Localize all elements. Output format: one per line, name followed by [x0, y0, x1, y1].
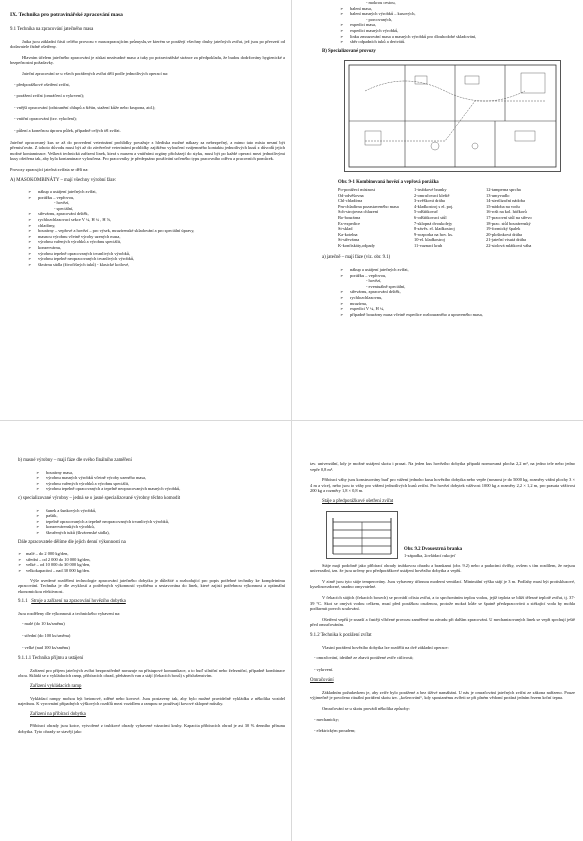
list-item: - předporážkové ošetření zvířat,: [14, 81, 70, 87]
legend-entry: St-sklad: [338, 226, 353, 232]
list-item: ➢ šunek a šunkových výrobků,: [18, 508, 285, 514]
specializovane-vyrobny-list: [18, 508, 285, 536]
legend-entry: Od-odvěšovna: [338, 192, 364, 198]
list-item: - eventuálně speciální,: [366, 283, 406, 289]
figure-9-2: [326, 511, 575, 559]
list-item: ➢ výrobnu vařených výrobků a výrobnu speciálit,: [10, 239, 285, 245]
gate-drawing-image: [326, 511, 398, 559]
list-item: ➢ balení masa,: [322, 6, 575, 12]
legend-entry: St-střevárna: [338, 237, 360, 243]
paragraph: Výše uvedené rozdělení technologie zpracování jatečného dobytka je důležité a rozhodující pro popis potřebné techniky ke kompletnímu zpracování. Technika je dle zvyklostí a potřebných výkonností vyráběna a sestavována do linek, které zajistí potřebnou výkonnost a optimální ekonomickou efektivnost.: [18, 577, 285, 594]
figure-caption: Obr. 9.2 Dvouextrná branka: [404, 547, 463, 553]
paragraph: tzv. univerzální, kdy je možné ustájení skotu i prasat. Na jeden kus hovězího dobytka připadá normovaná plocha 2,2 m², na jedno tele nebo jedno vepře 0,8 m².: [310, 461, 575, 472]
legend-entry: Ex-expedice: [338, 220, 360, 226]
list-item: ➢ nákup a ustájení jatečných zvířat,: [322, 267, 575, 273]
document-page-4: [292, 421, 583, 841]
document-page-2: [292, 0, 583, 420]
section-number: 9.1.1: [18, 599, 28, 605]
list-item: ➢ případně bourárny masa včetně expedice rozbouraného a upraveného masa,: [322, 312, 575, 318]
list-item: ➢ výrobnu tepelně opracovaných trvanlivých výrobků,: [10, 251, 285, 257]
paragraph: Hlavním účelem jatečného zpracování je získat nezávadné maso a tuky po potravinářské stránce za předpokladu, že budou dodržovány hygienické a bezpečnostní požadavky.: [10, 54, 285, 66]
list-item: ➢ tepelně opracovaných a tepelně neopracovaných trvanlivých výrobků,: [18, 519, 285, 525]
legend-entry: Bo-bourárna: [338, 214, 361, 220]
list-item: - vnitřní opracování (tzv. vykolení);: [14, 116, 77, 122]
paragraph: Příbírací ohrady jsou kotce, vytvořené z trubkové ohrady vybavené vázacími kruhy. Kapacita příbíracích ohrad je asi 30 % denního přísunu dobytka. Tyto ohrady se stavějí jako: [18, 723, 285, 734]
legend-entry: 7-sklopná dvoukolejy: [414, 220, 453, 226]
legend-entry: 9-rozporka na hov. ks.: [414, 231, 454, 237]
list-item: - vnější opracování (odstranění chlupů a štětin, stažení kůže nebo krupona, atd.);: [14, 104, 156, 110]
legend-entry: 4-kladkostroj s el. poj.: [414, 203, 454, 209]
list-item: ➢ výrobnu vařených výrobků a výrobnu speciálit,: [18, 481, 285, 487]
list-item: ➢ paštik,: [18, 513, 285, 519]
section-heading-9-1-1: Stroje a zařízení na zpracování hovězího dobytka: [31, 599, 126, 605]
list-item: ➢ porážku – vepřovou,: [322, 273, 575, 279]
legend-entry: 22-stolová mlátková váha: [486, 242, 532, 248]
document-page-3: [0, 421, 291, 841]
list-item: ➢ konzervárenských výrobků,: [18, 524, 285, 530]
figure-legend: [338, 187, 575, 249]
legend-entry: Ka-kotelna: [338, 231, 358, 237]
paragraph: Jatečné opracovaný kus se až do provedení veterinární prohlídky považuje z hlediska možné nákazy za nebezpečný, a mimo tato místa nesmí být přemisťován. Z tohoto důvodu musí být až do závěrečné veterinární prohlídky zajištěno vyloučení vzájemného kontaktu jednotlivých kusů z důvodů jejich možné kontaminace. Veškerá technická zařízení linek, která s masem a vnitřními orgány přicházejí do styku, musí být po každé operaci mezi jednotlivými kusy ošetřena tak, aby byla kontaminace vyloučena. Pro pracovníky je předepsáno používání určeného typu pracovního oděvu a pracovních pomůcek.: [10, 139, 285, 162]
list-item: ➢ rychlozchlazovací sekce V ¼, H ¼ , H ⅛,: [10, 217, 285, 223]
list-item: ➢ velkokapacitní – nad 30 000 kg/den.: [18, 568, 285, 574]
legend-entry: Pm-chladírna pozastaveného masa: [338, 203, 399, 209]
list-item: ➢ rychlozchlazovnu,: [322, 295, 575, 301]
legend-entry: 1-trubkové branky: [414, 186, 447, 192]
legend-entry: 11-vaznací kruh: [414, 242, 443, 248]
list-item: ➢ škvařených tuků (škvárenské sádla),: [18, 530, 285, 536]
legend-entry: 19-formický špalek: [486, 226, 521, 232]
slaughter-operations-list: [310, 655, 575, 672]
list-item: ➢ sběr odpadních tuků a derivátů.: [322, 39, 575, 45]
list-item: ➢ malé – do 2 000 kg/den,: [18, 551, 285, 557]
legend-entry: 2-omračovací kleště: [414, 192, 450, 198]
subsection-heading-a: A) MASOKOMBINÁTY – mají všechny výrobní fáze:: [10, 177, 117, 183]
list-item: ➢ expedici masa,: [322, 22, 575, 28]
paragraph: V zimě jsou tyto stáje temperovány. Jsou vybaveny účinnou moderní ventilací. Minimální výška stájí je 3 m. Podlahy musí být protiskluzové, kyselinovzdorné, snadno omyvatelné.: [310, 578, 575, 590]
list-item: ➢ mrazírnu,: [322, 301, 575, 307]
list-item: ➢ výrobnu tepelně neopracovaných trvanlivých výrobků,: [10, 256, 285, 262]
section-heading-9-1-2: 9.1.2 Technika k porážení zvířat: [310, 632, 372, 638]
staje-heading: Stáje a předporážkové ošetření zvířat: [322, 498, 394, 504]
legend-entry: 6-odštítkovací stůl: [414, 214, 447, 220]
paragraph: Příbírací váhy jsou konstruovány buď pro vážení jednoho kusu hovězího dobytka nebo vepře (nosnost je do 5000 kg, rozměry vážní plochy 3 × 4 m a více), nebo jsou to váhy pro vážení jednotlivých kusů zvířat. Pro hovězí dobytek váživost 1000 kg a rozměry 2,2 × 1,2 m, pro prasata váživost 200 kg a rozměry 1,8 × 0,8 m.: [310, 477, 575, 494]
list-item: ➢ porážku – vepřovou,: [10, 195, 285, 201]
paragraph: Jateční zpracování se u všech porážených zvířat dělí podle jednotlivých operací na:: [22, 70, 169, 76]
subsection-heading-b3: b) masné výrobny – mají fáze dle svého finálního zaměření: [18, 458, 132, 463]
stunning-methods-list: [310, 717, 575, 734]
ramp-heading: Zařízení vykládacích ramp: [30, 684, 82, 690]
list-item: - hovězí,: [366, 278, 382, 284]
list-item: ➢ balení masných výrobků – kusových,: [322, 11, 575, 17]
subsection-heading-a2: a) jatečně – mají fáze (viz. obr. 9.1): [322, 255, 391, 261]
legend-entry: 15-nádoba na vodu: [486, 203, 520, 209]
list-item: - elektrickým proudem;: [314, 728, 356, 734]
legend-entry: 10-el. kladkostroj: [414, 237, 445, 243]
list-item: ➢ nákup a ustájení jatečných zvířat,: [10, 189, 285, 195]
section-heading-9-1-1-1: 9.1.1.1 Technika příjmu a ustájení: [18, 656, 84, 662]
list-item: - střední (do 100 ks/směnu): [22, 633, 71, 639]
list-item: - omračování, ideálně ze zbavit porážené zvíře citlivosti;: [314, 655, 414, 661]
capacity-heading: Dále zpracovatele dělíme dle jejich denní výkonnosti na: [18, 539, 126, 545]
list-item: - půlení a konečnou úpravu půlek, případně celých těl zvířat.: [14, 127, 121, 133]
legend-entry: Sch-strojovna chlazení: [338, 209, 379, 215]
list-item: ➢ střevárnu, zpracování drštěk,: [10, 211, 285, 217]
paragraph: Ošetření vepřů je snazší a častěji vlhčené provozu zaměřené na závadu při dalším zpracování. U mechanizovaných linek se vepři sprchují ještě před omračováním.: [310, 616, 575, 628]
operations-list: [10, 82, 285, 134]
list-item: ➢ konzervárnu,: [10, 245, 285, 251]
paragraph: Omračování se u skotu provádí několika způsoby:: [322, 706, 411, 712]
list-item: - porážení zvířat (omráčení a vykrvení);: [14, 93, 85, 99]
list-item: ➢ bourárny – vepřové a hovězí – pro výsek, mrazírenské skladování a pro speciální úpravy,: [10, 228, 285, 234]
legend-entry: 5-odštítkovač: [414, 209, 438, 215]
subsection-heading-b: B) Specializované provozy: [322, 48, 376, 54]
capacity-list: [18, 551, 285, 573]
list-item: ➢ expedici V ¼, H ¼,: [322, 306, 575, 312]
list-item: - speciální,: [54, 205, 74, 211]
paragraph: Základním požadavkem je, aby zvíře bylo porážené a bez tíživé namáhání. U nás je omračování jatečných zvířat ze zákona nařízeno. Pouze výjimečně je povoleno rituální porážení skotu tzv. „košerování“, kdy spoutanému zvířeti se při plném vědomí protíná jedním řezem krční tepna.: [310, 689, 575, 701]
list-item: ➢ velké – od 10 000 do 30 000 kg/den,: [18, 562, 285, 568]
list-item: - mechanicky;: [314, 716, 339, 722]
legend-entry: 8-závěs. el. kladkostroj: [414, 226, 455, 232]
slaughterhouse-floor-plan-image: [344, 60, 561, 172]
list-item: ➢ střední – od 2 000 do 10 000 kg/den,: [18, 557, 285, 563]
figure-caption: Obr. 9-1 Kombinovaná hovězí a vepřová porážka: [338, 180, 439, 186]
paragraph: Zařízení pro příjem jatečných zvířat bezprostředně navazuje na přístupové komunikace, a to buď silniční nebo železniční, případně kombinace obou. Skládá se z vykládacích ramp, příbíracích ohrad, přehánech van a stájí (čekacích boxů) s příslušenstvím.: [18, 667, 285, 679]
legend-entry: 20-plošinková dráha: [486, 231, 522, 237]
legend-entry: 21-jateční visutá dráha: [486, 237, 526, 243]
list-item: - velké (nad 100 ks/směnu): [22, 644, 70, 650]
list-item: ➢ masnou výrobnu včetně výroby uzených masa,: [10, 234, 285, 240]
legend-entry: Po-porážecí místnost: [338, 186, 375, 192]
document-page-1: [0, 0, 291, 420]
section-heading-9-1: 9.1 Technika na zpracování jatečného masa: [10, 27, 94, 32]
list-item: ➢ škvárnu sádla (živočišných tuků) - klasické kotlové,: [10, 262, 285, 268]
paragraph: Vlastní porážení hovězího dobytka lze rozdělit na dvě základní operace:: [322, 644, 449, 650]
subsection-heading-c3: c) specializované výrobny – jedná se o jasné specializované výrobny těchto komodit: [18, 495, 181, 501]
masne-vyrobny-list: [18, 470, 285, 492]
list-item: ➢ bourárny masa,: [18, 470, 285, 476]
paragraph: V čekacích stájích (čekacích boxech) se provádí očista zvířat, a to sprchováním teplou vodou, jejíž teplota se blíží tělesné teplotě zvířat, tj. 37-39 °C. Skot se omývá vodou celkem, musí před porážkou osušenou, protože mokrá kůže se špatně předzpracovává a stékající voda by mohla podfarmit povrch soulování.: [310, 594, 575, 612]
list-item: ➢ střevárnu, zpracování drštěk,: [322, 289, 575, 295]
legend-entry: 16-rošt na kol. háčkorů: [486, 209, 527, 215]
paragraph: Provozy zpracující jatečná zvířata se dělí na:: [10, 166, 89, 172]
jatecne-list: [322, 267, 575, 317]
list-item: ➢ výrobnu masných výrobků včetně výroby uzeného masa,: [18, 475, 285, 481]
capacity-class-list: [18, 621, 285, 650]
list-item: - vykrvení.: [314, 666, 334, 672]
continued-list: [322, 0, 575, 45]
legend-entry: 13-umyvadlo: [486, 192, 510, 198]
legend-entry: 3-zvěšková dráha: [414, 198, 445, 204]
omracovani-heading: Omračování: [310, 678, 334, 684]
paragraph: Jatka jsou základní částí celého provozu v masozpracujícím průmyslu,ve kterém se porážejí všechny druhy jatečných zvířat, jež jsou po převzetí od dodavatele řádně ošetřeny.: [10, 38, 285, 50]
paragraph: Vykládací rampy mohou být betonové, zděné nebo kovové. Jsou postaveny tak, aby bylo možné pravidelně vykládku z několika vozidel najednou. K vyrovnání případných výškových rozdílů mezi vozidlem a rampou se používají kovové sklopné můstky.: [18, 695, 285, 707]
list-item: - porcovaných,: [366, 16, 393, 22]
list-item: ➢ linku zmrazování masa a masných výrobků pro dlouhodobé skladování,: [322, 34, 575, 40]
legend-entry: K-konfiskáty,odpady: [338, 242, 375, 248]
legend-entry: 18-prac. stůl bourárenský: [486, 220, 531, 226]
legend-entry: Chl-chladírna: [338, 198, 363, 204]
paragraph: Jsou rozděleny dle výkonnosti a technického vybavení na:: [18, 610, 121, 616]
list-item: - mokrou cestou,: [366, 0, 396, 5]
list-item: ➢ chladírny,: [10, 223, 285, 229]
legend-entry: 12-tamperna sprcha: [486, 186, 521, 192]
list-item: ➢ expedici masných výrobků,: [322, 28, 575, 34]
legend-entry: 14-sterilizační nádoba: [486, 198, 525, 204]
masokombinaty-list: [10, 189, 285, 267]
list-item: - malé (do 10 ks/směnu): [22, 621, 65, 627]
list-item: - hovězí,: [54, 200, 70, 206]
legend-entry: 17-pracovní stůl na střevo: [486, 214, 532, 220]
paragraph: Stáje mají podobně jako příbírací ohrady trubkovou ohradu a brankami (obr. 9.2) nebo a padacími dvířky, ovšem s tím rozdílem, že nejsou univerzální, tzn. že jsou určeny pro předporážkové ustájení hovězího dobytka a vepřů.: [310, 562, 575, 574]
list-item: ➢ výrobnu tepelně opracovaných a tepelně neopracovaných masných výrobků,: [18, 486, 285, 492]
ohrad-heading: Zařízení na příbírací dobytka: [30, 711, 86, 717]
chapter-title: IX. Technika pro potravinářské zpracování masa: [10, 12, 123, 18]
figure-subcaption: 1-západka, 2ovládací rukojeť: [404, 552, 456, 558]
